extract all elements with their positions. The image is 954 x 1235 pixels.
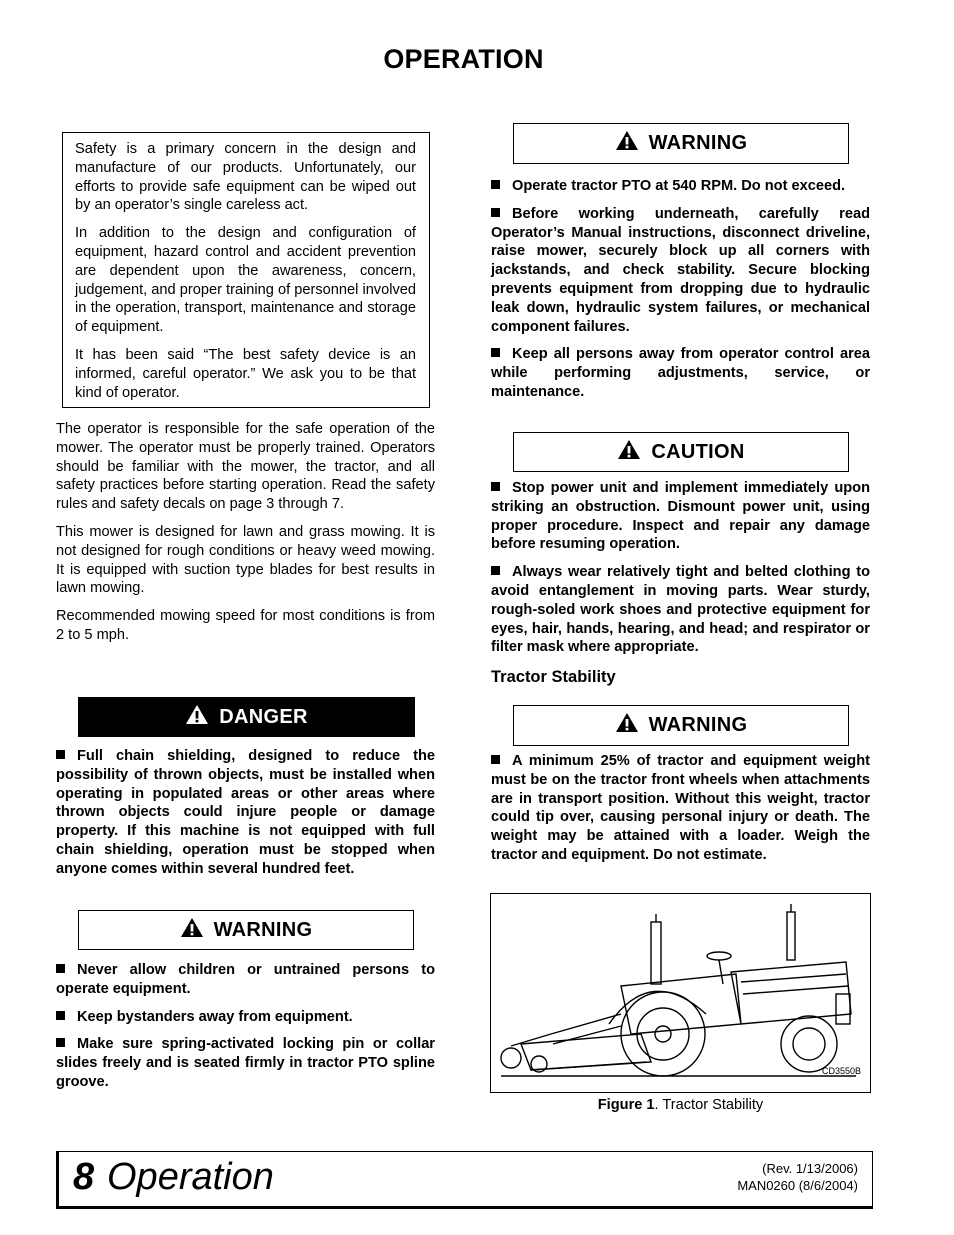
figure-caption-text: . Tractor Stability — [654, 1097, 764, 1113]
figure-caption-label: Figure 1 — [597, 1097, 655, 1113]
warning-triangle-icon — [180, 917, 204, 944]
intro-paragraph: It has been said “The best safety device is an informed, careful operator.” We ask you to be that kind of operator. — [75, 346, 416, 401]
body-paragraph: This mower is designed for lawn and grass mowing. It is not designed for rough conditions or heavy weed mowing. It is equipped with suction type blades for best results in lawn mowing. — [56, 523, 435, 597]
stability-items — [491, 752, 870, 874]
bullet-square-icon — [491, 180, 500, 189]
warning-label: WARNING — [213, 918, 313, 941]
bullet-square-icon — [491, 755, 500, 764]
list-item: Always wear relatively tight and belted clothing to avoid entanglement in moving parts. Wear sturdy, rough-soled work shoes and protective equipment for eyes, hair, hands, hearing, and head; and respirator or filter mask where appropriate. — [491, 564, 870, 656]
revision-date: (Rev. 1/13/2006) — [762, 1161, 858, 1176]
warning-triangle-icon — [617, 439, 641, 466]
page-footer — [56, 1151, 873, 1209]
intro-paragraph: Safety is a primary concern in the design and manufacture of our products. Unfortunately, our efforts to provide safe equipment can be wiped out by an operator’s single careless act. — [75, 141, 416, 214]
bullet-square-icon — [56, 964, 65, 973]
warning-triangle-icon — [615, 130, 639, 157]
revision-info — [737, 1160, 858, 1194]
bullet-square-icon — [56, 750, 65, 759]
bullet-square-icon — [56, 1011, 65, 1020]
list-item: Keep bystanders away from equipment. — [56, 1008, 435, 1027]
intro-box — [62, 132, 430, 408]
list-item: Operate tractor PTO at 540 RPM. Do not exceed. — [491, 177, 870, 196]
warning-label: WARNING — [648, 714, 748, 736]
warning-banner — [513, 123, 849, 164]
figure-tractor — [490, 893, 871, 1093]
caution-items — [491, 479, 870, 666]
page-number: 8 — [73, 1156, 95, 1198]
tractor-illustration — [491, 894, 870, 1092]
footer-section-title: Operation — [107, 1156, 274, 1198]
danger-items — [56, 747, 435, 888]
warning-banner — [78, 910, 414, 950]
bullet-square-icon — [491, 208, 500, 217]
danger-label: DANGER — [219, 705, 308, 728]
bullet-square-icon — [491, 566, 500, 575]
bullet-square-icon — [491, 482, 500, 491]
list-item: Never allow children or untrained persons to operate equipment. — [56, 962, 435, 997]
manual-number: MAN0260 (8/6/2004) — [737, 1178, 858, 1193]
warning-triangle-icon — [615, 712, 639, 739]
warning-triangle-icon — [185, 704, 209, 731]
figure-code: CD3550B — [821, 1066, 861, 1076]
body-paragraph: Recommended mowing speed for most conditions is from 2 to 5 mph. — [56, 608, 435, 643]
list-item: Make sure spring-activated locking pin or collar slides freely and is seated firmly in tractor PTO spline groove. — [56, 1036, 435, 1090]
intro-paragraph: In addition to the design and configuration of equipment, hazard control and accident prevention are dependent upon the awareness, concern, judgement, and proper training of personnel involved in the operation, transport, maintenance and storage of equipment. — [75, 225, 416, 336]
warning-left-items — [56, 961, 435, 1101]
body-paragraph: The operator is responsible for the safe operation of the mower. The operator must be properly trained. Operators should be familiar with the mower, the tractor, and all safety practices before starting operation. Read the safety rules and safety decals on page 3 through 7. — [56, 421, 435, 513]
warning-label: WARNING — [648, 132, 748, 154]
list-item: A minimum 25% of tractor and equipment weight must be on the tractor front wheels when attachments are in transport position. Without this weight, tractor could tip over, causing personal injury or death. The weight may be attained with a loader. Weigh the tractor and equipment. Do not estimate. — [491, 753, 870, 863]
list-item: Keep all persons away from operator control area while performing adjustments, service, or maintenance. — [491, 346, 870, 400]
bullet-square-icon — [56, 1038, 65, 1047]
section-heading: Tractor Stability — [491, 668, 616, 686]
page-title: OPERATION — [383, 44, 544, 74]
left-body — [56, 420, 435, 654]
danger-banner — [78, 697, 415, 737]
list-item: Full chain shielding, designed to reduce the possibility of thrown objects, must be installed when operating in populated areas or other areas where thrown objects could injure people or damage property. If this machine is not equipped with full chain shielding, operation must be stopped when anyone comes within several hundred feet. — [56, 748, 435, 877]
caution-banner — [513, 432, 849, 472]
bullet-square-icon — [491, 348, 500, 357]
warning-right-items — [491, 177, 870, 411]
list-item: Before working underneath, carefully read Operator’s Manual instructions, disconnect driveline, raise mower, securely block up all corners with jackstands, and check stability. Secure blocking prevents equipment from dropping due to hydraulic leak down, hydraulic system failures, or mechanical component failures. — [491, 205, 870, 335]
list-item: Stop power unit and implement immediately upon striking an obstruction. Dismount power unit, using proper procedure. Inspect and repair any damage before resuming operation. — [491, 480, 870, 553]
caution-label: CAUTION — [651, 440, 745, 463]
warning-banner — [513, 705, 849, 746]
figure-caption — [490, 1097, 871, 1113]
